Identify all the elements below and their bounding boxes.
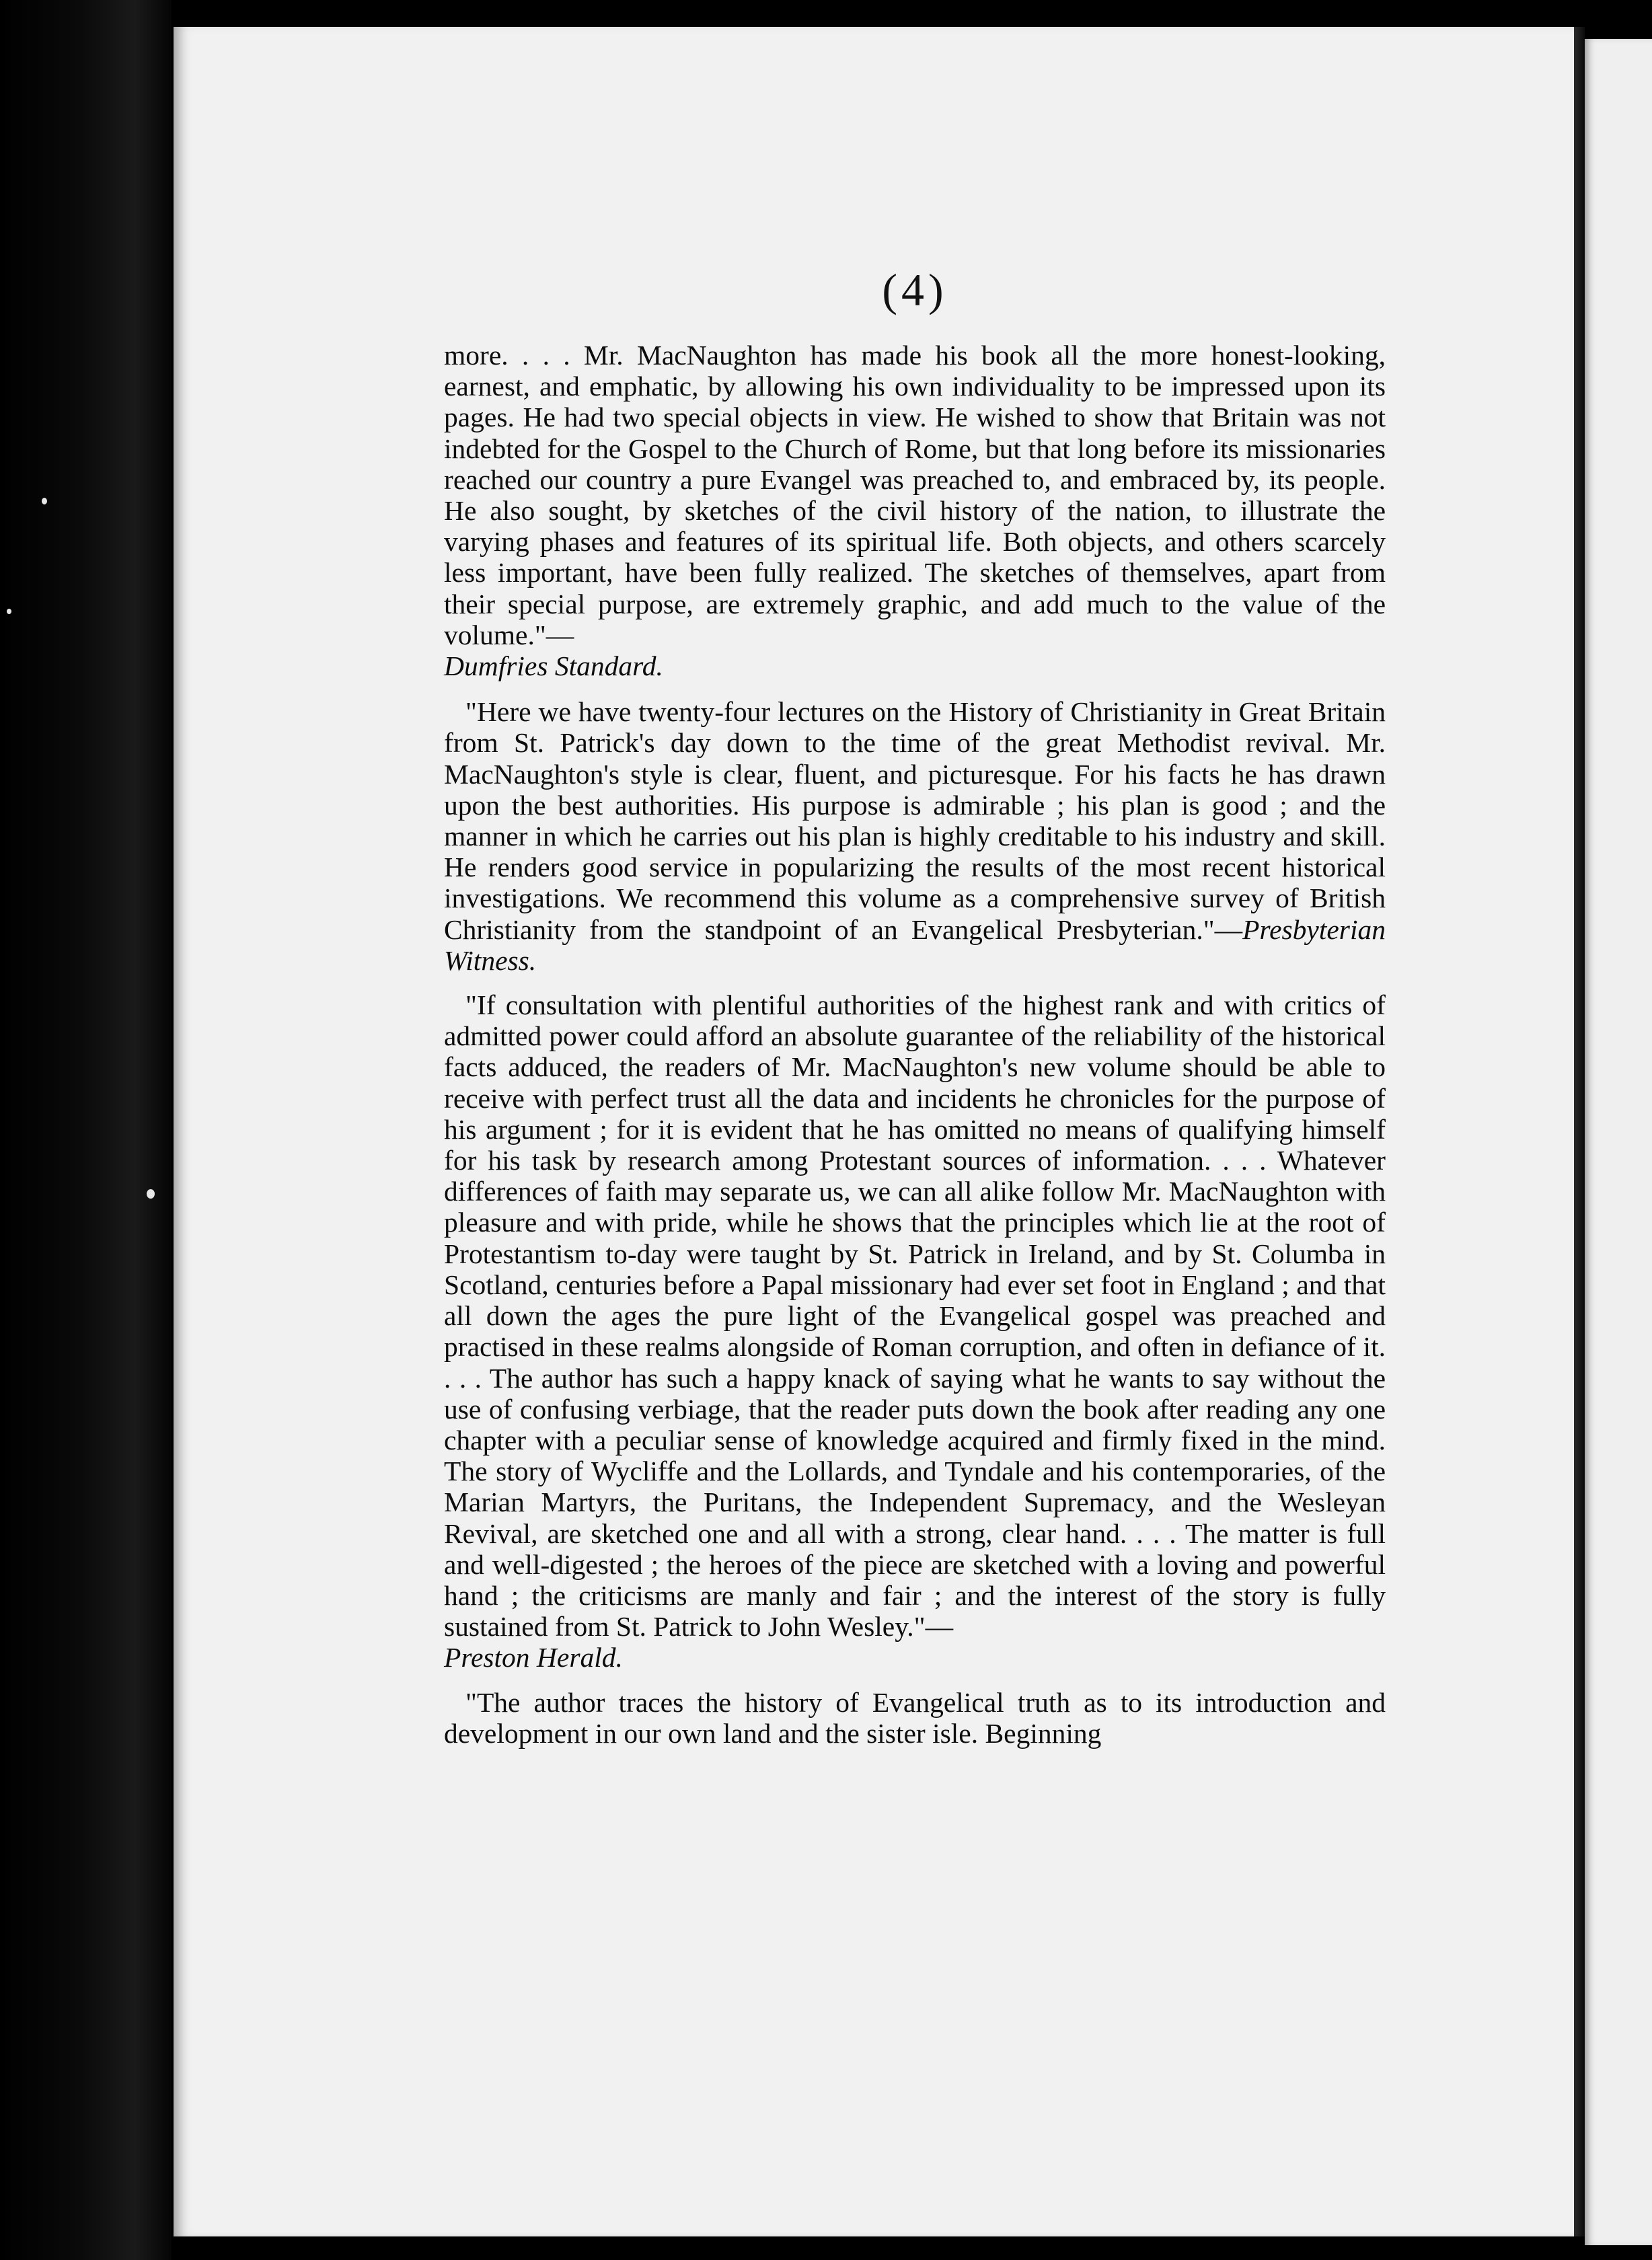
speck <box>42 498 47 504</box>
paragraph-text: "If consultation with plentiful authorities of the highest rank and with critics of admitted power could afford an absolute guarantee of the reliability of the historical facts adduced, the readers of Mr. MacNaughton's new volume should be able to receive with perfect trust all the data and incidents he chronicles for the purpose of his argument ; for it is evident that he has omitted no means of qualifying himself for his task by research among Protestant sources of information. . . . Whatever differences of faith may separate us, we can all alike follow Mr. MacNaughton with pleasure and with pride, while he shows that the principles which lie at the root of Protestantism to-day were taught by St. Patrick in Ireland, and by St. Columba in Scotland, centuries before a Papal missionary had ever set foot in England ; and that all down the ages the pure light of the Evangelical gospel was preached and practised in these realms alongside of Roman corruption, and often in defiance of it. . . . The author has such a happy knack of saying what he wants to say without the use of confusing verbiage, that the reader puts down the book after reading any one chapter with a peculiar sense of knowledge acquired and firmly fixed in the mind. The story of Wycliffe and the Lollards, and Tyndale and his contemporaries, of the Marian Martyrs, the Puritans, the Independent Supremacy, and the Wesleyan Revival, are sketched one and all with a strong, clear hand. . . . The matter is full and well-digested ; the heroes of the piece are sketched with a loving and powerful hand ; the criticisms are manly and fair ; and the interest of the story is fully sustained from St. Patrick to John Wesley."— <box>444 989 1386 1643</box>
paragraph-text: "Here we have twenty-four lectures on the History of Christianity in Great Britain from St. Patrick's day down to the time of the great Methodist revival. Mr. MacNaughton's style is clear, fluent, and picturesque. For his facts he has drawn upon the best authorities. His purpose is admirable ; his plan is good ; and the manner in which he carries out his plan is highly creditable to his industry and skill. He renders good service in popularizing the results of the most recent historical investigations. We recommend this volume as a comprehensive survey of British Christianity from the standpoint of an Evangelical Presbyterian."— <box>444 696 1386 945</box>
paragraph <box>444 696 1386 976</box>
paragraph <box>444 989 1386 1673</box>
review-text <box>444 340 1386 1762</box>
page-gutter <box>1574 27 1585 2236</box>
paragraph-text: more. . . . Mr. MacNaughton has made his book all the more honest-looking, earnest, and emphatic, by allowing his own individuality to be impressed upon its pages. He had two special objects in view. He wished to show that Britain was not indebted for the Gospel to the Church of Rome, but that long before its missionaries reached our country a pure Evangel was preached to, and embraced by, its people. He also sought, by sketches of the civil history of the nation, to illustrate the varying phases and features of its spiritual life. Both objects, and others scarcely less important, have been fully realized. The sketches of themselves, apart from their special purpose, are extremely graphic, and add much to the value of the volume."— <box>444 340 1386 650</box>
previous-leaf-edge <box>0 0 172 2260</box>
paragraph-text: "The author traces the history of Evangelical truth as to its introduction and development in our own land and the sister isle. Beginning <box>444 1686 1386 1749</box>
paragraph <box>444 1687 1386 1749</box>
source-citation: Dumfries Standard. <box>444 650 663 682</box>
next-leaf-edge <box>1585 39 1652 2245</box>
page-number: (4) <box>882 264 948 315</box>
speck <box>7 609 11 614</box>
paragraph <box>444 340 1386 681</box>
source-citation: Preston Herald. <box>444 1642 623 1673</box>
source-citation: Presbyterian Witness. <box>444 913 1386 976</box>
speck <box>147 1189 155 1199</box>
